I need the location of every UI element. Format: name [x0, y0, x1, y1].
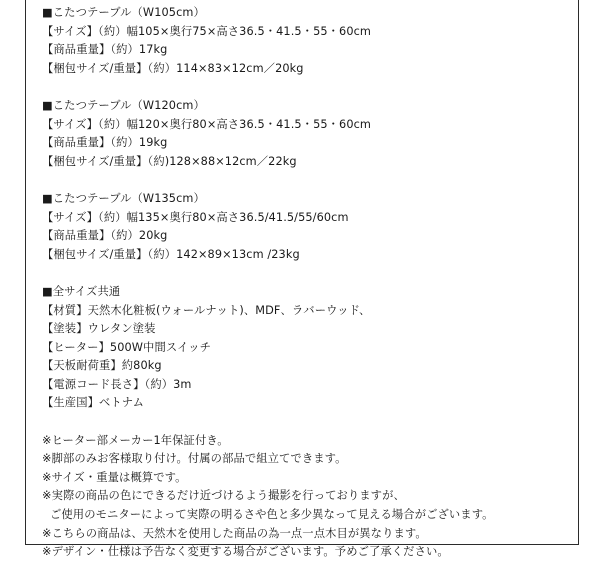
note-item: ※脚部のみお客様取り付け。付属の部品で組立てできます。	[42, 452, 347, 466]
section-title: ■こたつテーブル（W135cm）	[42, 191, 205, 205]
spec-heater: 【ヒーター】500W中間スイッチ	[42, 340, 211, 354]
note-item: ※実際の商品の色にできるだけ近づけるよう撮影を行っておりますが、	[42, 489, 405, 503]
spec-weight: 【商品重量】（約）20kg	[42, 229, 168, 243]
note-item: ※デザイン・仕様は予告なく変更する場合がございます。予めご了承ください。	[42, 545, 449, 559]
spec-list	[42, 4, 572, 562]
section-title: ■全サイズ共通	[42, 284, 121, 298]
spec-weight: 【商品重量】（約）17kg	[42, 43, 168, 57]
spec-cord: 【電源コード長さ】（約）3m	[42, 377, 192, 391]
spec-package: 【梱包サイズ/重量】（約）114×83×12cm／20kg	[42, 61, 304, 75]
note-item: ご使用のモニターによって実際の明るさや色と多少異なって見える場合がございます。	[50, 508, 494, 522]
spec-size: 【サイズ】（約）幅105×奥行75×高さ36.5・41.5・55・60cm	[42, 24, 372, 38]
note-item: ※こちらの商品は、天然木を使用した商品の為一点一点木目が異なります。	[42, 526, 427, 540]
spec-package: 【梱包サイズ/重量】（約）142×89×13cm /23kg	[42, 247, 300, 261]
spec-load: 【天板耐荷重】約80kg	[42, 359, 162, 373]
note-item: ※サイズ・重量は概算です。	[42, 470, 187, 484]
spec-material: 【材質】天然木化粧板(ウォールナット)、MDF、ラバーウッド、	[42, 303, 371, 317]
note-item: ※ヒーター部メーカー1年保証付き。	[42, 433, 229, 447]
spec-size: 【サイズ】（約）幅135×奥行80×高さ36.5/41.5/55/60cm	[42, 210, 349, 224]
section-title: ■こたつテーブル（W105cm）	[42, 6, 205, 19]
spec-package: 【梱包サイズ/重量】（約)128×88×12cm／22kg	[42, 154, 297, 168]
section-title: ■こたつテーブル（W120cm）	[42, 98, 205, 112]
spec-origin: 【生産国】ベトナム	[42, 396, 145, 410]
spec-size: 【サイズ】（約）幅120×奥行80×高さ36.5・41.5・55・60cm	[42, 117, 372, 131]
spec-finish: 【塗装】ウレタン塗装	[42, 322, 156, 336]
spec-weight: 【商品重量】（約）19kg	[42, 136, 168, 150]
